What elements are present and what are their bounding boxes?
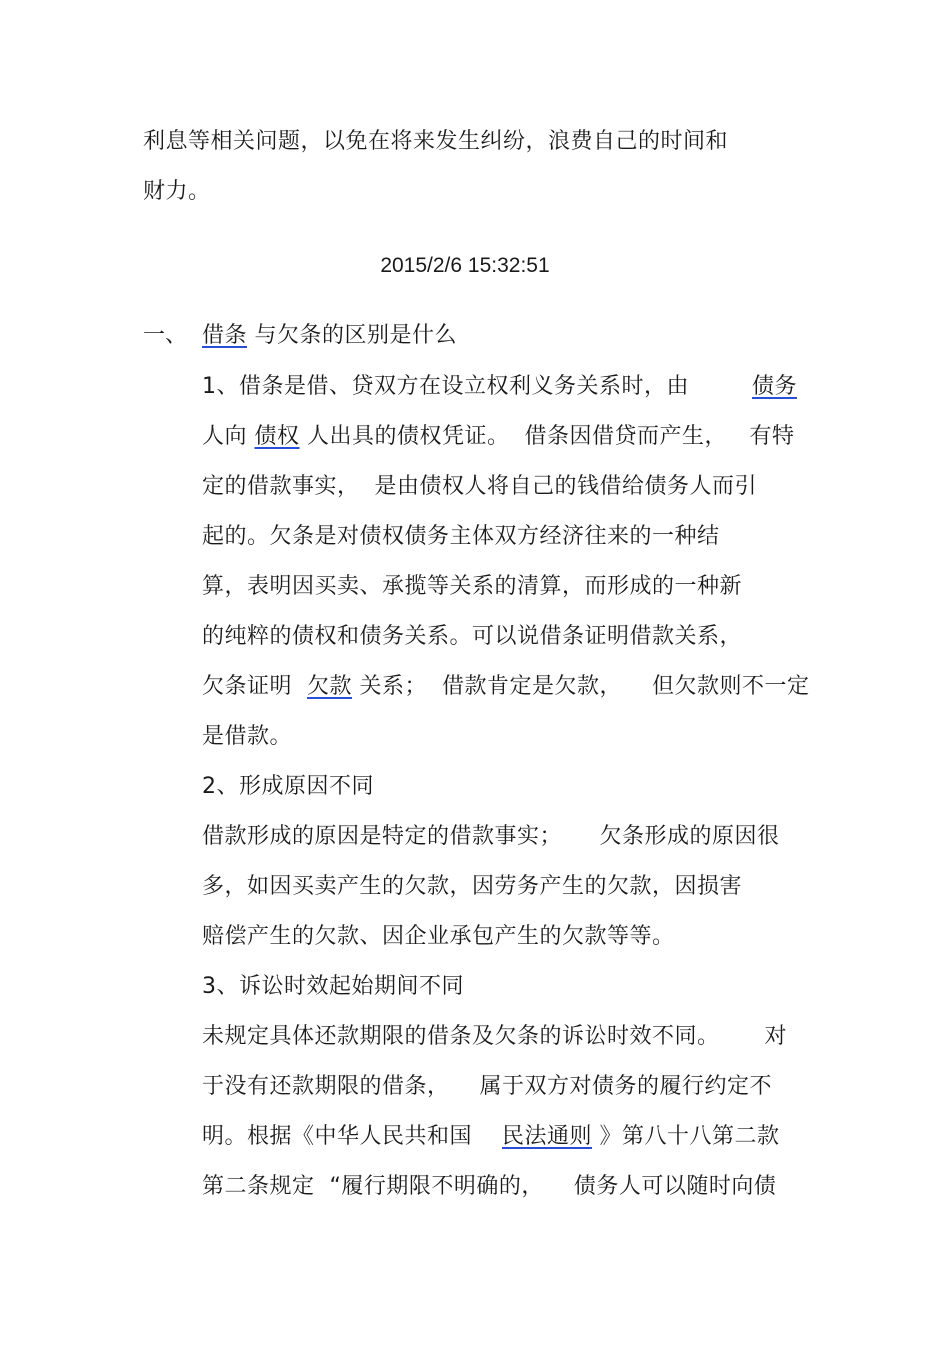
p1-line-3: 定的借款事实， 是由债权人将自己的钱借给债务人而引 (202, 474, 757, 499)
p3-line-3-text-a: 明。根据《中华人民共和国 (202, 1124, 502, 1149)
term-link-jietiao[interactable]: 借条 (202, 323, 248, 348)
p1-line-7 (202, 672, 809, 702)
p1-line-1 (202, 372, 689, 402)
p3-line-3 (202, 1122, 780, 1152)
p2-line-2: 多，如因买卖产生的欠款，因劳务产生的欠款，因损害 (202, 874, 743, 899)
term-link-minfatongze[interactable]: 民法通则 (501, 1124, 592, 1149)
p1-line-2 (202, 422, 794, 452)
p3-line-1: 未规定具体还款期限的借条及欠条的诉讼时效不同。 对 (202, 1024, 787, 1049)
p1-line-2-text-a: 人向 (202, 424, 255, 449)
p2-line-1: 借款形成的原因是特定的借款事实； 欠条形成的原因很 (202, 824, 780, 849)
term-link-zhaiquan[interactable]: 债权 (254, 424, 300, 449)
section-number: 一、 (143, 323, 188, 348)
p1-line-2-text-b: 人出具的债权凭证。 借条因借贷而产生， 有特 (299, 424, 795, 449)
intro-line-1: 利息等相关问题，以免在将来发生纠纷，浪费自己的时间和 (143, 129, 729, 154)
p1-line-1-text: 1、借条是借、贷双方在设立权利义务关系时，由 (202, 374, 689, 399)
p1-line-6: 的纯粹的债权和债务关系。可以说借条证明借款关系， (202, 624, 743, 649)
p1-line-1-link[interactable] (752, 372, 797, 402)
section-title-text: 与欠条的区别是什么 (247, 323, 458, 348)
timestamp: 2015/2/6 15:32:51 (380, 254, 550, 277)
p1-line-8: 是借款。 (202, 724, 293, 749)
term-link-zhaiwu[interactable]: 债务 (752, 374, 798, 399)
p3-line-4: 第二条规定 “履行期限不明确的， 债务人可以随时向债 (202, 1174, 777, 1199)
term-link-qiankuan[interactable]: 欠款 (307, 674, 353, 699)
p1-line-4: 起的。欠条是对债权债务主体双方经济往来的一种结 (202, 524, 720, 549)
p2-title: 2、形成原因不同 (202, 774, 374, 799)
p1-line-7-text-b: 关系； 借款肯定是欠款， 但欠款则不一定 (352, 674, 810, 699)
p1-line-7-text-a: 欠条证明 (202, 674, 307, 699)
p3-line-2: 于没有还款期限的借条， 属于双方对债务的履行约定不 (202, 1074, 772, 1099)
section-title (202, 321, 457, 351)
p2-line-3: 赔偿产生的欠款、因企业承包产生的欠款等等。 (202, 924, 675, 949)
p3-title: 3、诉讼时效起始期间不同 (202, 974, 464, 999)
intro-line-2: 财力。 (143, 179, 211, 204)
p1-line-5: 算，表明因买卖、承揽等关系的清算，而形成的一种新 (202, 574, 743, 599)
p3-line-3-text-b: 》第八十八第二款 (592, 1124, 780, 1149)
